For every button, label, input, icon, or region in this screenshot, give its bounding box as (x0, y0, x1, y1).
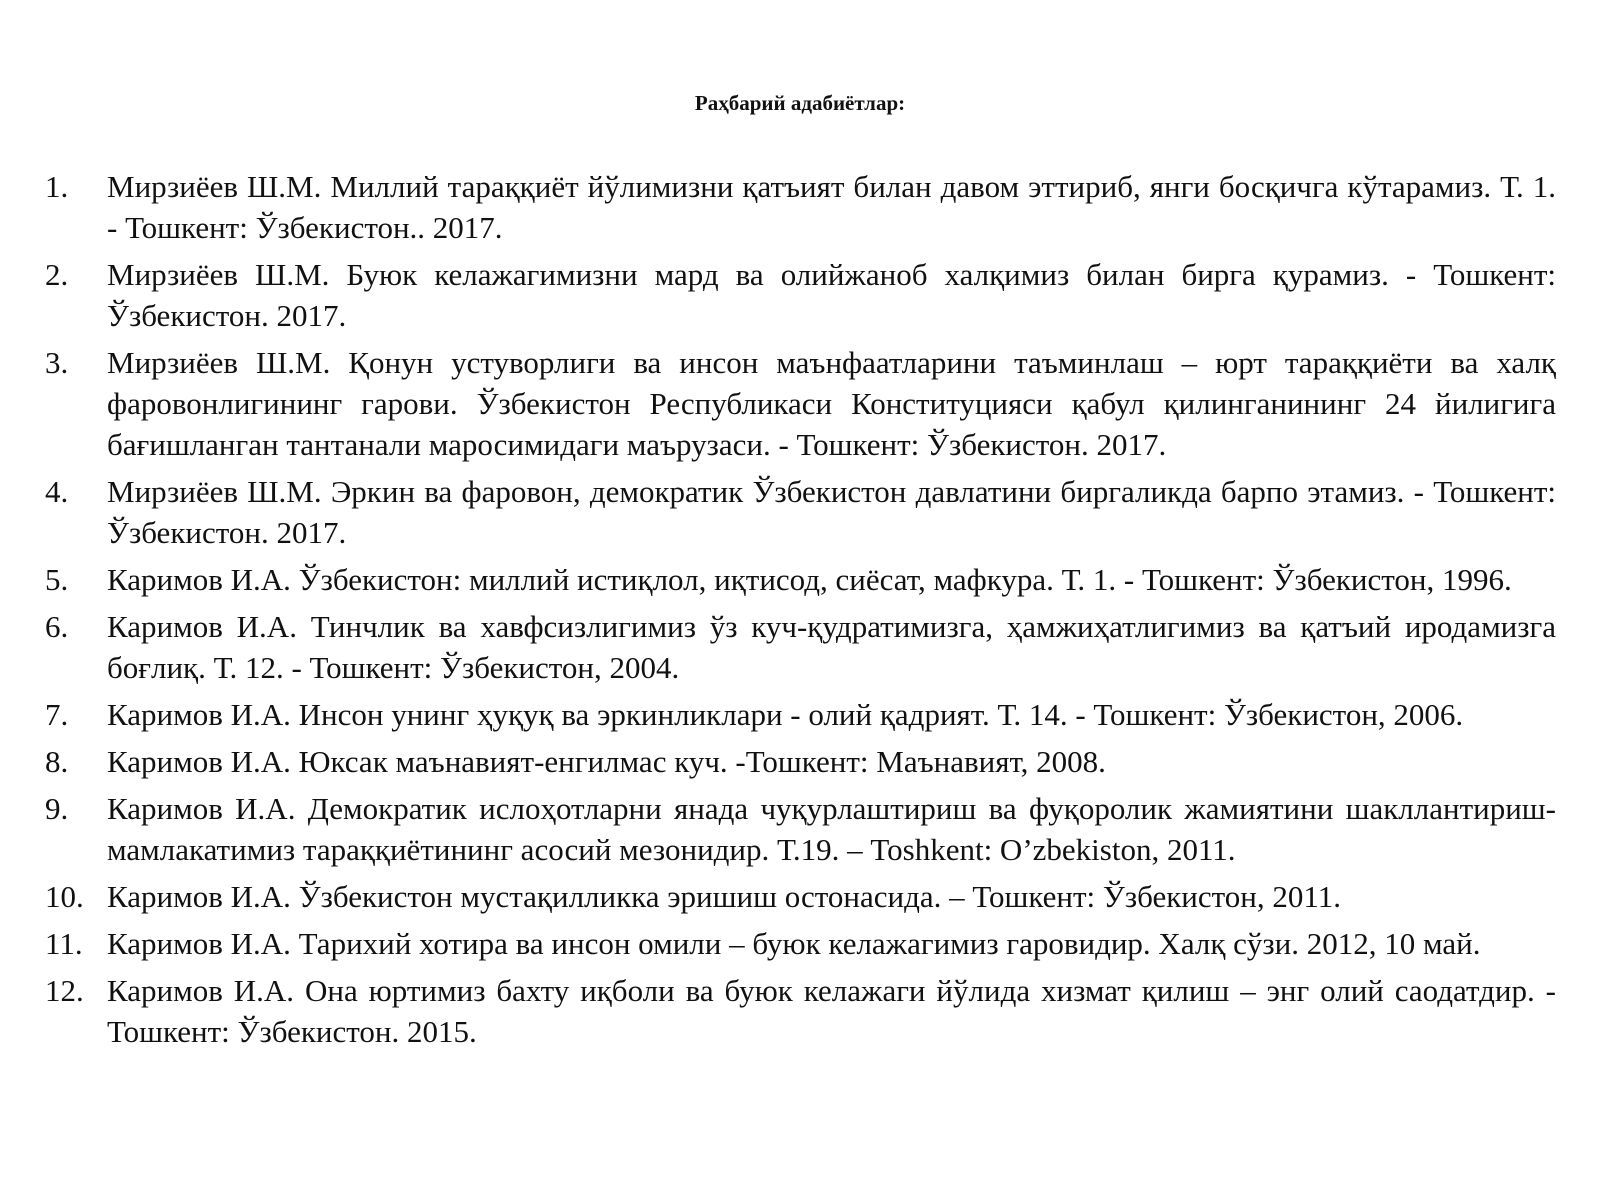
list-item (45, 876, 1556, 917)
list-item-text: Каримов И.А. Юксак маънавият-енгилмас куч. -Тошкент: Маънавият, 2008. (107, 744, 1106, 779)
list-item-number: 3. (45, 345, 69, 380)
list-item-number: 4. (45, 474, 69, 509)
list-item-number: 9. (45, 791, 69, 826)
list-item (45, 342, 1556, 465)
list-item-number: 7. (45, 697, 69, 732)
page-title: Раҳбарий адабиётлар: (694, 91, 906, 115)
list-item-text: Каримов И.А. Демократик ислоҳотларни янада чуқурлаштириш ва фуқоролик жамиятини шакллантириш-мамлакатимиз тараққиётининг асосий мезонидир. Т.19. – Toshkent: O’zbekiston, 2011. (107, 791, 1556, 867)
list-item (45, 254, 1556, 336)
list-item-number: 2. (45, 257, 69, 292)
list-item-text: Каримов И.А. Инсон унинг ҳуқуқ ва эркинликлари - олий қадрият. Т. 14. - Тошкент: Ўзбекистон, 2006. (107, 697, 1464, 732)
reference-list (45, 166, 1556, 1058)
list-item-number: 6. (45, 609, 69, 644)
list-item-number: 5. (45, 562, 69, 597)
list-item-text: Мирзиёев Ш.М. Миллий тараққиёт йўлимизни қатъият билан давом эттириб, янги босқичга кўтарамиз. Т. 1. - Тошкент: Ўзбекистон.. 2017. (107, 169, 1556, 245)
list-item-text: Каримов И.А. Тинчлик ва хавфсизлигимиз ўз куч-қудратимизга, ҳамжиҳатлигимиз ва қатъий иродамизга боғлиқ. Т. 12. - Тошкент: Ўзбекистон, 2004. (107, 609, 1556, 685)
list-item (45, 788, 1556, 870)
list-item-number: 10. (45, 879, 84, 914)
list-item (45, 923, 1556, 964)
list-item (45, 970, 1556, 1052)
list-item-text: Каримов И.А. Ўзбекистон: миллий истиқлол, иқтисод, сиёсат, мафкура. Т. 1. - Тошкент: Ўзбекистон, 1996. (107, 562, 1512, 597)
list-item (45, 606, 1556, 688)
list-item-number: 11. (45, 926, 83, 961)
list-item-number: 8. (45, 744, 69, 779)
list-item (45, 694, 1556, 735)
list-item-text: Мирзиёев Ш.М. Эркин ва фаровон, демократик Ўзбекистон давлатини биргаликда барпо этамиз. - Тошкент: Ўзбекистон. 2017. (107, 474, 1556, 550)
list-item (45, 559, 1556, 600)
list-item (45, 741, 1556, 782)
list-item (45, 471, 1556, 553)
list-item-text: Каримов И.А. Она юртимиз бахту иқболи ва буюк келажаги йўлида хизмат қилиш – энг олий саодатдир. - Тошкент: Ўзбекистон. 2015. (107, 973, 1556, 1049)
list-item-number: 12. (45, 973, 84, 1008)
list-item-number: 1. (45, 169, 69, 204)
list-item-text: Мирзиёев Ш.М. Қонун устуворлиги ва инсон маънфаатларини таъминлаш – юрт тараққиёти ва халқ фаровонлигининг гарови. Ўзбекистон Республикаси Конституцияси қабул қилинганининг 24 йилигига бағишланган тантанали маросимидаги маърузаси. - Тошкент: Ўзбекистон. 2017. (107, 345, 1556, 462)
list-item-text: Каримов И.А. Ўзбекистон мустақилликка эришиш остонасида. – Тошкент: Ўзбекистон, 2011. (107, 879, 1341, 914)
list-item-text: Мирзиёев Ш.М. Буюк келажагимизни мард ва олийжаноб халқимиз билан бирга қурамиз. - Тошкент: Ўзбекистон. 2017. (107, 257, 1556, 333)
list-item (45, 166, 1556, 248)
list-item-text: Каримов И.А. Тарихий хотира ва инсон омили – буюк келажагимиз гаровидир. Халқ сўзи. 2012, 10 май. (107, 926, 1481, 961)
